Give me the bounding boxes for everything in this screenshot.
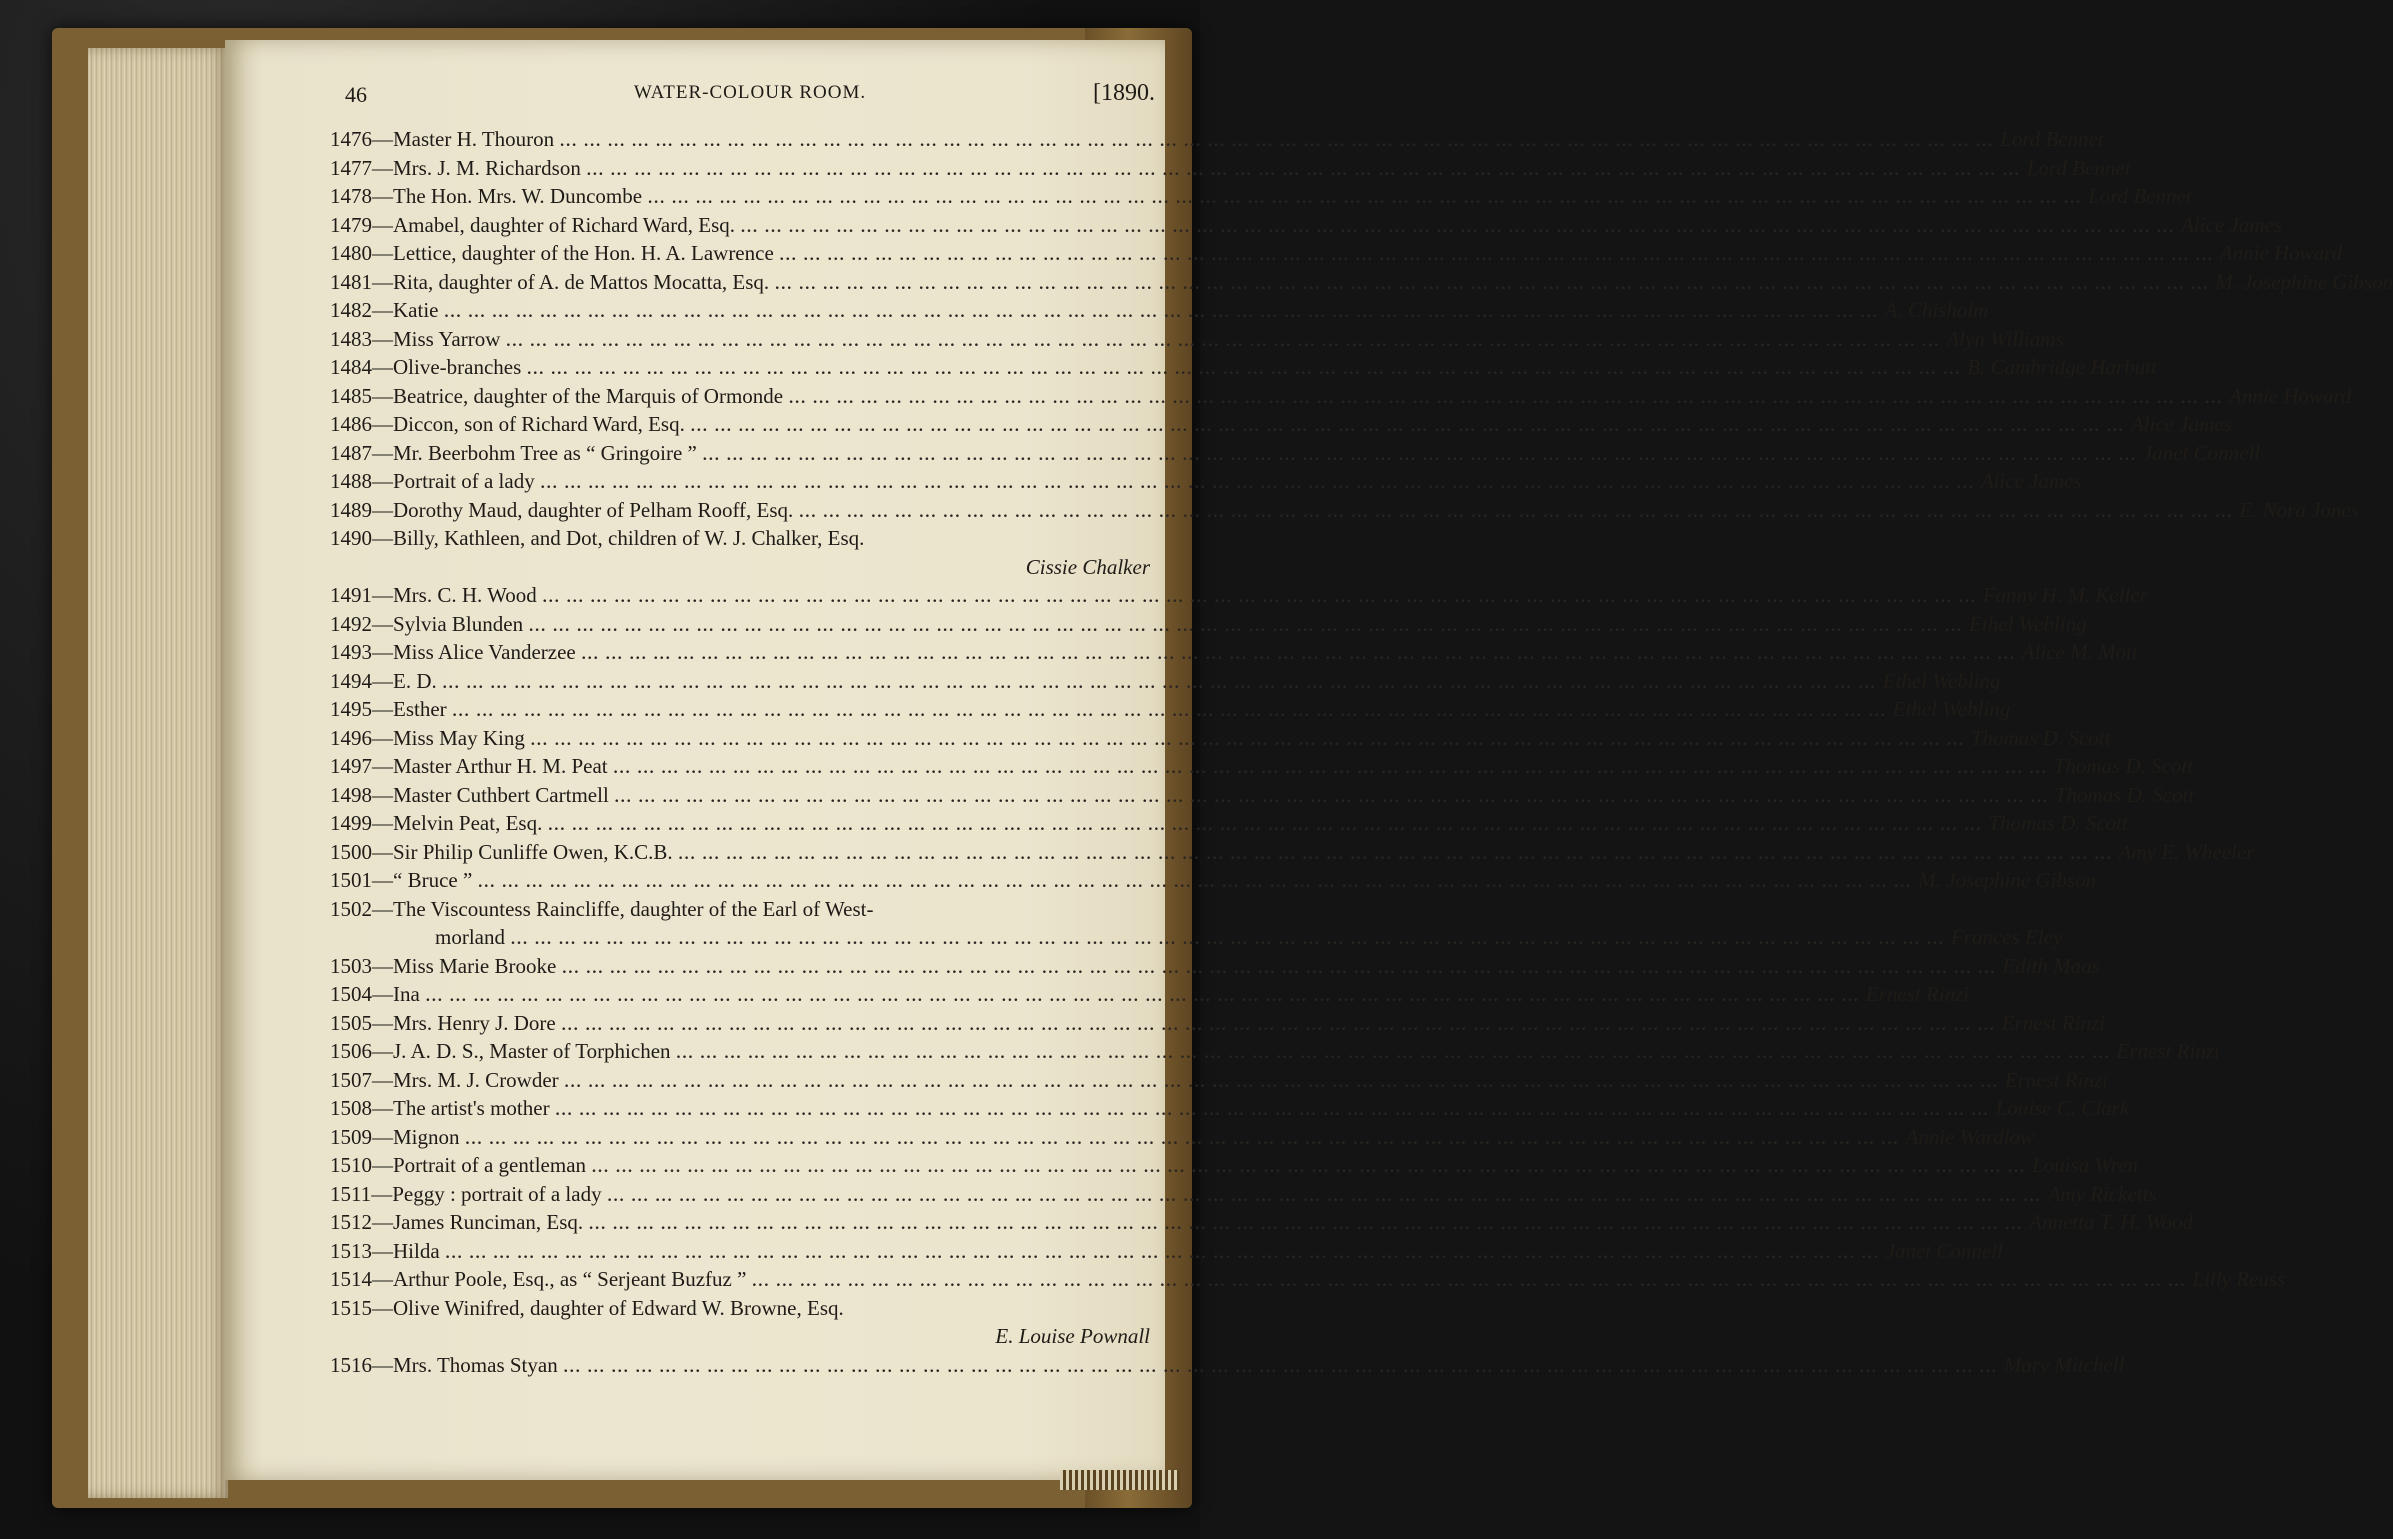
entry-artist: Louise C. Clark [1995, 1096, 2130, 1120]
dot-leader: ... ... ... ... ... ... ... ... ... ... ... ... ... ... ... ... ... ... ... ... ... ... ... ... ... ... ... ... ... ... ... ... ... ... ... ... ... ... ... ... ... ... ... ... ... ... ... ... ... ... ... ... ... ... ... ... ... ... ... ... [445, 1244, 1880, 1262]
page-stack-edge [88, 48, 228, 1498]
dot-leader: ... ... ... ... ... ... ... ... ... ... ... ... ... ... ... ... ... ... ... ... ... ... ... ... ... ... ... ... ... ... ... ... ... ... ... ... ... ... ... ... ... ... ... ... ... ... ... ... ... ... ... ... ... ... ... ... ... ... ... ... [586, 161, 2021, 179]
catalogue-entry [330, 440, 2261, 470]
catalogue-entry [330, 383, 2352, 413]
entry-title: 1509—Mignon [330, 1124, 460, 1149]
catalogue-entry [330, 611, 2087, 641]
dot-leader: ... ... ... ... ... ... ... ... ... ... ... ... ... ... ... ... ... ... ... ... ... ... ... ... ... ... ... ... ... ... ... ... ... ... ... ... ... ... ... ... ... ... ... ... ... ... ... ... ... ... ... ... ... ... ... ... ... ... ... ... [562, 959, 1997, 977]
entry-title: 1478—The Hon. Mrs. W. Duncombe [330, 184, 643, 208]
catalogue-entry [330, 1238, 2003, 1268]
entry-title: 1516—Mrs. Thomas Styan [330, 1352, 558, 1377]
catalogue-entry [330, 298, 1989, 327]
catalogue-entry [330, 697, 2011, 726]
catalogue-entry [330, 212, 2282, 242]
dot-leader: ... ... ... ... ... ... ... ... ... ... ... ... ... ... ... ... ... ... ... ... ... ... ... ... ... ... ... ... ... ... ... ... ... ... ... ... ... ... ... ... ... ... ... ... ... ... ... ... ... ... ... ... ... ... ... ... ... ... ... ... [581, 646, 2016, 663]
entry-title: 1498—Master Cuthbert Cartmell [330, 782, 609, 807]
entry-title: 1503—Miss Marie Brooke [330, 953, 557, 978]
entry-artist: Ernest Rinzi [2004, 1067, 2108, 1092]
dot-leader: ... ... ... ... ... ... ... ... ... ... ... ... ... ... ... ... ... ... ... ... ... ... ... ... ... ... ... ... ... ... ... ... ... ... ... ... ... ... ... ... ... ... ... ... ... ... ... ... ... ... ... ... ... ... ... ... ... ... ... ... [540, 475, 1975, 492]
catalogue-entry [330, 184, 2192, 213]
catalogue-entry [330, 1296, 1150, 1325]
entry-artist: Fanny H. M. Keller [1982, 583, 2148, 607]
entry-title: 1505—Mrs. Henry J. Dore [330, 1010, 556, 1035]
dot-leader: ... ... ... ... ... ... ... ... ... ... ... ... ... ... ... ... ... ... ... ... ... ... ... ... ... ... ... ... ... ... ... ... ... ... ... ... ... ... ... ... ... ... ... ... ... ... ... ... ... ... ... ... ... ... ... ... ... ... ... ... [478, 874, 1913, 891]
dot-leader: ... ... ... ... ... ... ... ... ... ... ... ... ... ... ... ... ... ... ... ... ... ... ... ... ... ... ... ... ... ... ... ... ... ... ... ... ... ... ... ... ... ... ... ... ... ... ... ... ... ... ... ... ... ... ... ... ... ... ... ... [614, 788, 2049, 806]
entry-artist: Thomas D. Scott [1970, 725, 2111, 750]
entry-artist: Alice James [2130, 412, 2232, 436]
dot-leader: ... ... ... ... ... ... ... ... ... ... ... ... ... ... ... ... ... ... ... ... ... ... ... ... ... ... ... ... ... ... ... ... ... ... ... ... ... ... ... ... ... ... ... ... ... ... ... ... ... ... ... ... ... ... ... ... ... ... ... ... [452, 703, 1887, 720]
entry-artist: Frances Eley [1950, 925, 2063, 949]
dot-leader: ... ... ... ... ... ... ... ... ... ... ... ... ... ... ... ... ... ... ... ... ... ... ... ... ... ... ... ... ... ... ... ... ... ... ... ... ... ... ... ... ... ... ... ... ... ... ... ... ... ... ... ... ... ... ... ... ... ... ... ... [702, 446, 2137, 464]
catalogue-entry [330, 640, 2138, 669]
entry-artist: Alice James [2181, 212, 2282, 237]
dot-leader: ... ... ... ... ... ... ... ... ... ... ... ... ... ... ... ... ... ... ... ... ... ... ... ... ... ... ... ... ... ... ... ... ... ... ... ... ... ... ... ... ... ... ... ... ... ... ... ... ... ... ... ... ... ... ... ... ... ... ... ... [741, 218, 2175, 236]
dot-leader: ... ... ... ... ... ... ... ... ... ... ... ... ... ... ... ... ... ... ... ... ... ... ... ... ... ... ... ... ... ... ... ... ... ... ... ... ... ... ... ... ... ... ... ... ... ... ... ... ... ... ... ... ... ... ... ... ... ... ... ... [529, 617, 1964, 635]
entry-title: 1488—Portrait of a lady [330, 469, 535, 493]
entry-artist: E. Nora Jones [2239, 497, 2359, 522]
catalogue-entry [330, 668, 2001, 698]
dot-leader: ... ... ... ... ... ... ... ... ... ... ... ... ... ... ... ... ... ... ... ... ... ... ... ... ... ... ... ... ... ... ... ... ... ... ... ... ... ... ... ... ... ... ... ... ... ... ... ... ... ... ... ... ... ... ... ... ... ... ... ... [560, 133, 1995, 150]
entry-title: 1489—Dorothy Maud, daughter of Pelham Rooff, Esq. [330, 497, 794, 522]
catalogue-entry [330, 1352, 2125, 1382]
dot-leader: ... ... ... ... ... ... ... ... ... ... ... ... ... ... ... ... ... ... ... ... ... ... ... ... ... ... ... ... ... ... ... ... ... ... ... ... ... ... ... ... ... ... ... ... ... ... ... ... ... ... ... ... ... ... ... ... ... ... ... ... [555, 1102, 1990, 1119]
entry-artist: E. Louise Pownall [995, 1324, 1150, 1348]
page-number: 46 [345, 82, 367, 107]
entry-artist: Ethel Webling [1882, 668, 2001, 693]
dot-leader: ... ... ... ... ... ... ... ... ... ... ... ... ... ... ... ... ... ... ... ... ... ... ... ... ... ... ... ... ... ... ... ... ... ... ... ... ... ... ... ... ... ... ... ... ... ... ... ... ... ... ... ... ... ... ... ... ... ... ... ... [799, 503, 2234, 521]
catalogue-entry [330, 583, 2148, 612]
entry-artist: Lord Bennet [2000, 127, 2104, 151]
catalogue-entry [330, 1039, 2220, 1068]
dot-leader: ... ... ... ... ... ... ... ... ... ... ... ... ... ... ... ... ... ... ... ... ... ... ... ... ... ... ... ... ... ... ... ... ... ... ... ... ... ... ... ... ... ... ... ... ... ... ... ... ... ... ... ... ... ... ... ... ... ... ... ... [561, 1016, 1996, 1034]
catalogue-entry [330, 555, 1150, 584]
catalogue-entry [330, 1067, 2108, 1097]
dot-leader: ... ... ... ... ... ... ... ... ... ... ... ... ... ... ... ... ... ... ... ... ... ... ... ... ... ... ... ... ... ... ... ... ... ... ... ... ... ... ... ... ... ... ... ... ... ... ... ... ... ... ... ... ... ... ... ... ... ... ... ... [613, 760, 2048, 777]
entry-title: 1513—Hilda [330, 1238, 440, 1263]
entry-title: 1477—Mrs. J. M. Richardson [330, 155, 581, 180]
dot-leader: ... ... ... ... ... ... ... ... ... ... ... ... ... ... ... ... ... ... ... ... ... ... ... ... ... ... ... ... ... ... ... ... ... ... ... ... ... ... ... ... ... ... ... ... ... ... ... ... ... ... ... ... ... ... ... ... ... ... ... ... [607, 1187, 2042, 1205]
entry-title: 1476—Master H. Thouron [330, 127, 555, 151]
dot-leader: ... ... ... ... ... ... ... ... ... ... ... ... ... ... ... ... ... ... ... ... ... ... ... ... ... ... ... ... ... ... ... ... ... ... ... ... ... ... ... ... ... ... ... ... ... ... ... ... ... ... ... ... ... ... ... ... ... ... ... ... [548, 817, 1983, 834]
entry-title: 1495—Esther [330, 697, 447, 721]
page-year: [1890. [1093, 80, 1155, 106]
catalogue-entry [330, 497, 2359, 527]
catalogue-entry [330, 155, 2131, 185]
entry-title: 1497—Master Arthur H. M. Peat [330, 754, 608, 778]
entry-artist: Cissie Chalker [1025, 554, 1150, 579]
catalogue-entry [330, 811, 2128, 840]
catalogue-entry [330, 953, 2100, 983]
catalogue-entry [330, 725, 2111, 755]
dot-leader: ... ... ... ... ... ... ... ... ... ... ... ... ... ... ... ... ... ... ... ... ... ... ... ... ... ... ... ... ... ... ... ... ... ... ... ... ... ... ... ... ... ... ... ... ... ... ... ... ... ... ... ... ... ... ... ... ... ... ... ... [648, 190, 2083, 207]
entry-artist: Amy Ricketts [2047, 1181, 2157, 1206]
catalogue-entry [330, 1096, 2130, 1125]
dot-leader: ... ... ... ... ... ... ... ... ... ... ... ... ... ... ... ... ... ... ... ... ... ... ... ... ... ... ... ... ... ... ... ... ... ... ... ... ... ... ... ... ... ... ... ... ... ... ... ... ... ... ... ... ... ... ... ... ... ... ... ... [789, 389, 2224, 407]
entry-artist: Thomas D. Scott [2054, 782, 2195, 807]
entry-title: 1501—“ Bruce ” [330, 868, 473, 892]
entry-artist: Edith Maas [2002, 953, 2100, 978]
entry-artist: Thomas D. Scott [2053, 754, 2194, 778]
catalogue-entry [330, 868, 2097, 897]
entry-title: 1480—Lettice, daughter of the Hon. H. A. Lawrence [330, 241, 774, 265]
entry-title: 1507—Mrs. M. J. Crowder [330, 1067, 559, 1092]
dot-leader: ... ... ... ... ... ... ... ... ... ... ... ... ... ... ... ... ... ... ... ... ... ... ... ... ... ... ... ... ... ... ... ... ... ... ... ... ... ... ... ... ... ... ... ... ... ... ... ... ... ... ... ... ... ... ... ... ... ... ... ... [510, 931, 1945, 948]
entry-title: 1487—Mr. Beerbohm Tree as “ Gringoire ” [330, 440, 697, 465]
catalogue-entry [330, 839, 2255, 869]
entry-title: 1493—Miss Alice Vanderzee [330, 640, 576, 664]
entry-artist: A. Chisholm [1884, 298, 1989, 322]
entry-artist: Ernest Rinzi [2001, 1010, 2105, 1035]
entry-title: 1483—Miss Yarrow [330, 326, 501, 351]
dot-leader: ... ... ... ... ... ... ... ... ... ... ... ... ... ... ... ... ... ... ... ... ... ... ... ... ... ... ... ... ... ... ... ... ... ... ... ... ... ... ... ... ... ... ... ... ... ... ... ... ... ... ... ... ... ... ... ... ... ... ... ... [527, 361, 1962, 378]
dot-leader: ... ... ... ... ... ... ... ... ... ... ... ... ... ... ... ... ... ... ... ... ... ... ... ... ... ... ... ... ... ... ... ... ... ... ... ... ... ... ... ... ... ... ... ... ... ... ... ... ... ... ... ... ... ... ... ... ... ... ... ... [506, 332, 1941, 350]
catalogue-entry [330, 269, 2393, 299]
catalogue-entry [330, 241, 2343, 270]
catalogue-entry [330, 469, 2082, 498]
catalogue-entry [330, 982, 1970, 1011]
entry-artist: Annie Howard [2229, 383, 2352, 408]
page-header [345, 78, 1155, 114]
entry-title: 1491—Mrs. C. H. Wood [330, 583, 537, 607]
entry-artist: Mary Mitchell [2003, 1352, 2125, 1377]
entry-title: 1500—Sir Philip Cunliffe Owen, K.C.B. [330, 839, 673, 864]
catalogue-list [330, 127, 2393, 1387]
entry-title: 1485—Beatrice, daughter of the Marquis of Ormonde [330, 383, 784, 408]
entry-title: 1492—Sylvia Blunden [330, 611, 524, 636]
catalogue-entry [330, 1153, 2139, 1182]
entry-artist: M. Josephine Gibson [1918, 868, 2097, 892]
entry-artist: Janet Connell [2142, 440, 2261, 465]
entry-title: 1479—Amabel, daughter of Richard Ward, Esq. [330, 212, 735, 237]
catalogue-entry [330, 1267, 2286, 1296]
entry-title: 1482—Katie [330, 298, 439, 322]
catalogue-entry [330, 326, 2064, 356]
dot-leader: ... ... ... ... ... ... ... ... ... ... ... ... ... ... ... ... ... ... ... ... ... ... ... ... ... ... ... ... ... ... ... ... ... ... ... ... ... ... ... ... ... ... ... ... ... ... ... ... ... ... ... ... ... ... ... ... ... ... ... ... [442, 674, 1877, 692]
entry-title: 1490—Billy, Kathleen, and Dot, children of W. J. Chalker, Esq. [330, 526, 865, 550]
dot-leader: ... ... ... ... ... ... ... ... ... ... ... ... ... ... ... ... ... ... ... ... ... ... ... ... ... ... ... ... ... ... ... ... ... ... ... ... ... ... ... ... ... ... ... ... ... ... ... ... ... ... ... ... ... ... ... ... ... ... ... ... [444, 304, 1879, 321]
entry-artist: Ernest Rinzi [1865, 982, 1970, 1006]
catalogue-entry [330, 355, 2157, 384]
entry-title: 1496—Miss May King [330, 725, 525, 750]
dot-leader: ... ... ... ... ... ... ... ... ... ... ... ... ... ... ... ... ... ... ... ... ... ... ... ... ... ... ... ... ... ... ... ... ... ... ... ... ... ... ... ... ... ... ... ... ... ... ... ... ... ... ... ... ... ... ... ... ... ... ... ... [465, 1130, 1900, 1148]
dot-leader: ... ... ... ... ... ... ... ... ... ... ... ... ... ... ... ... ... ... ... ... ... ... ... ... ... ... ... ... ... ... ... ... ... ... ... ... ... ... ... ... ... ... ... ... ... ... ... ... ... ... ... ... ... ... ... ... ... ... ... ... [779, 247, 2214, 264]
entry-artist: B. Cambridge Harbutt [1967, 355, 2157, 379]
entry-title: 1506—J. A. D. S., Master of Torphichen [330, 1039, 671, 1063]
entry-artist: Lilly Reuss [2192, 1267, 2286, 1291]
entry-title: morland [435, 925, 505, 949]
entry-artist: Lord Bennet [2026, 155, 2131, 180]
entry-artist: M. Josephine Gibson [2215, 269, 2393, 294]
entry-artist: Ethel Webling [1892, 697, 2011, 721]
entry-title: 1481—Rita, daughter of A. de Mattos Mocatta, Esq. [330, 269, 770, 294]
entry-artist: Alice James [1980, 469, 2082, 493]
entry-title: 1511—Peggy : portrait of a lady [330, 1181, 602, 1206]
entry-title: 1504—Ina [330, 982, 420, 1006]
catalogue-entry [330, 412, 2232, 441]
entry-artist: Lord Bennet [2088, 184, 2192, 208]
entry-title: 1484—Olive-branches [330, 355, 522, 379]
entry-title: 1515—Olive Winifred, daughter of Edward W. Browne, Esq. [330, 1295, 844, 1320]
entry-title: 1514—Arthur Poole, Esq., as “ Serjeant Buzfuz ” [330, 1267, 747, 1291]
catalogue-entry [330, 1181, 2157, 1211]
dot-leader: ... ... ... ... ... ... ... ... ... ... ... ... ... ... ... ... ... ... ... ... ... ... ... ... ... ... ... ... ... ... ... ... ... ... ... ... ... ... ... ... ... ... ... ... ... ... ... ... ... ... ... ... ... ... ... ... ... ... ... ... [563, 1358, 1998, 1376]
entry-artist: Louisa Wren [2032, 1153, 2139, 1177]
dot-leader: ... ... ... ... ... ... ... ... ... ... ... ... ... ... ... ... ... ... ... ... ... ... ... ... ... ... ... ... ... ... ... ... ... ... ... ... ... ... ... ... ... ... ... ... ... ... ... ... ... ... ... ... ... ... ... ... ... ... ... ... [530, 731, 1965, 749]
entry-artist: Alyn Williams [1946, 326, 2064, 351]
dot-leader: ... ... ... ... ... ... ... ... ... ... ... ... ... ... ... ... ... ... ... ... ... ... ... ... ... ... ... ... ... ... ... ... ... ... ... ... ... ... ... ... ... ... ... ... ... ... ... ... ... ... ... ... ... ... ... ... ... ... ... ... [589, 1216, 2024, 1233]
entry-artist: Annie Howard [2219, 241, 2343, 265]
dot-leader: ... ... ... ... ... ... ... ... ... ... ... ... ... ... ... ... ... ... ... ... ... ... ... ... ... ... ... ... ... ... ... ... ... ... ... ... ... ... ... ... ... ... ... ... ... ... ... ... ... ... ... ... ... ... ... ... ... ... ... ... [690, 418, 2125, 435]
catalogue-entry [330, 1210, 2194, 1239]
dot-leader: ... ... ... ... ... ... ... ... ... ... ... ... ... ... ... ... ... ... ... ... ... ... ... ... ... ... ... ... ... ... ... ... ... ... ... ... ... ... ... ... ... ... ... ... ... ... ... ... ... ... ... ... ... ... ... ... ... ... ... ... [676, 1045, 2111, 1062]
catalogue-entry [330, 127, 2104, 156]
book-bottom-edge [1060, 1470, 1180, 1490]
dot-leader: ... ... ... ... ... ... ... ... ... ... ... ... ... ... ... ... ... ... ... ... ... ... ... ... ... ... ... ... ... ... ... ... ... ... ... ... ... ... ... ... ... ... ... ... ... ... ... ... ... ... ... ... ... ... ... ... ... ... ... ... [775, 275, 2210, 293]
entry-artist: Amy E. Wheeler [2118, 839, 2255, 864]
catalogue-entry [330, 925, 2063, 954]
catalogue-entry [330, 1124, 2035, 1154]
entry-artist: Annetta T. H. Wood [2029, 1210, 2194, 1234]
entry-title: 1486—Diccon, son of Richard Ward, Esq. [330, 412, 685, 436]
entry-title: 1499—Melvin Peat, Esq. [330, 811, 543, 835]
entry-artist: Ethel Webling [1969, 611, 2087, 636]
catalogue-entry [330, 897, 1150, 926]
catalogue-entry [330, 1324, 1150, 1353]
entry-artist: Thomas D. Scott [1988, 811, 2128, 835]
catalogue-entry [330, 526, 1150, 555]
entry-title: 1508—The artist's mother [330, 1096, 550, 1120]
dot-leader: ... ... ... ... ... ... ... ... ... ... ... ... ... ... ... ... ... ... ... ... ... ... ... ... ... ... ... ... ... ... ... ... ... ... ... ... ... ... ... ... ... ... ... ... ... ... ... ... ... ... ... ... ... ... ... ... ... ... ... ... [678, 845, 2113, 863]
dot-leader: ... ... ... ... ... ... ... ... ... ... ... ... ... ... ... ... ... ... ... ... ... ... ... ... ... ... ... ... ... ... ... ... ... ... ... ... ... ... ... ... ... ... ... ... ... ... ... ... ... ... ... ... ... ... ... ... ... ... ... ... [564, 1073, 1999, 1091]
entry-artist: Ernest Rinzi [2116, 1039, 2220, 1063]
entry-title: 1510—Portrait of a gentleman [330, 1153, 587, 1177]
dot-leader: ... ... ... ... ... ... ... ... ... ... ... ... ... ... ... ... ... ... ... ... ... ... ... ... ... ... ... ... ... ... ... ... ... ... ... ... ... ... ... ... ... ... ... ... ... ... ... ... ... ... ... ... ... ... ... ... ... ... ... ... [592, 1159, 2027, 1176]
catalogue-entry [330, 1010, 2105, 1040]
entry-artist: Annie Wardlow [1905, 1124, 2035, 1149]
dot-leader: ... ... ... ... ... ... ... ... ... ... ... ... ... ... ... ... ... ... ... ... ... ... ... ... ... ... ... ... ... ... ... ... ... ... ... ... ... ... ... ... ... ... ... ... ... ... ... ... ... ... ... ... ... ... ... ... ... ... ... ... [542, 589, 1977, 606]
dot-leader: ... ... ... ... ... ... ... ... ... ... ... ... ... ... ... ... ... ... ... ... ... ... ... ... ... ... ... ... ... ... ... ... ... ... ... ... ... ... ... ... ... ... ... ... ... ... ... ... ... ... ... ... ... ... ... ... ... ... ... ... [752, 1273, 2187, 1290]
catalogue-entry [330, 754, 2194, 783]
entry-title: 1494—E. D. [330, 668, 437, 693]
entry-artist: Alice M. Mott [2021, 640, 2138, 664]
dot-leader: ... ... ... ... ... ... ... ... ... ... ... ... ... ... ... ... ... ... ... ... ... ... ... ... ... ... ... ... ... ... ... ... ... ... ... ... ... ... ... ... ... ... ... ... ... ... ... ... ... ... ... ... ... ... ... ... ... ... ... ... [425, 988, 1860, 1005]
entry-artist: Janet Connell [1885, 1238, 2003, 1263]
entry-title: 1502—The Viscountess Raincliffe, daughter of the Earl of West- [330, 896, 874, 921]
running-title: WATER-COLOUR ROOM. [633, 82, 867, 103]
entry-title: 1512—James Runciman, Esq. [330, 1210, 584, 1234]
catalogue-entry [330, 782, 2195, 812]
